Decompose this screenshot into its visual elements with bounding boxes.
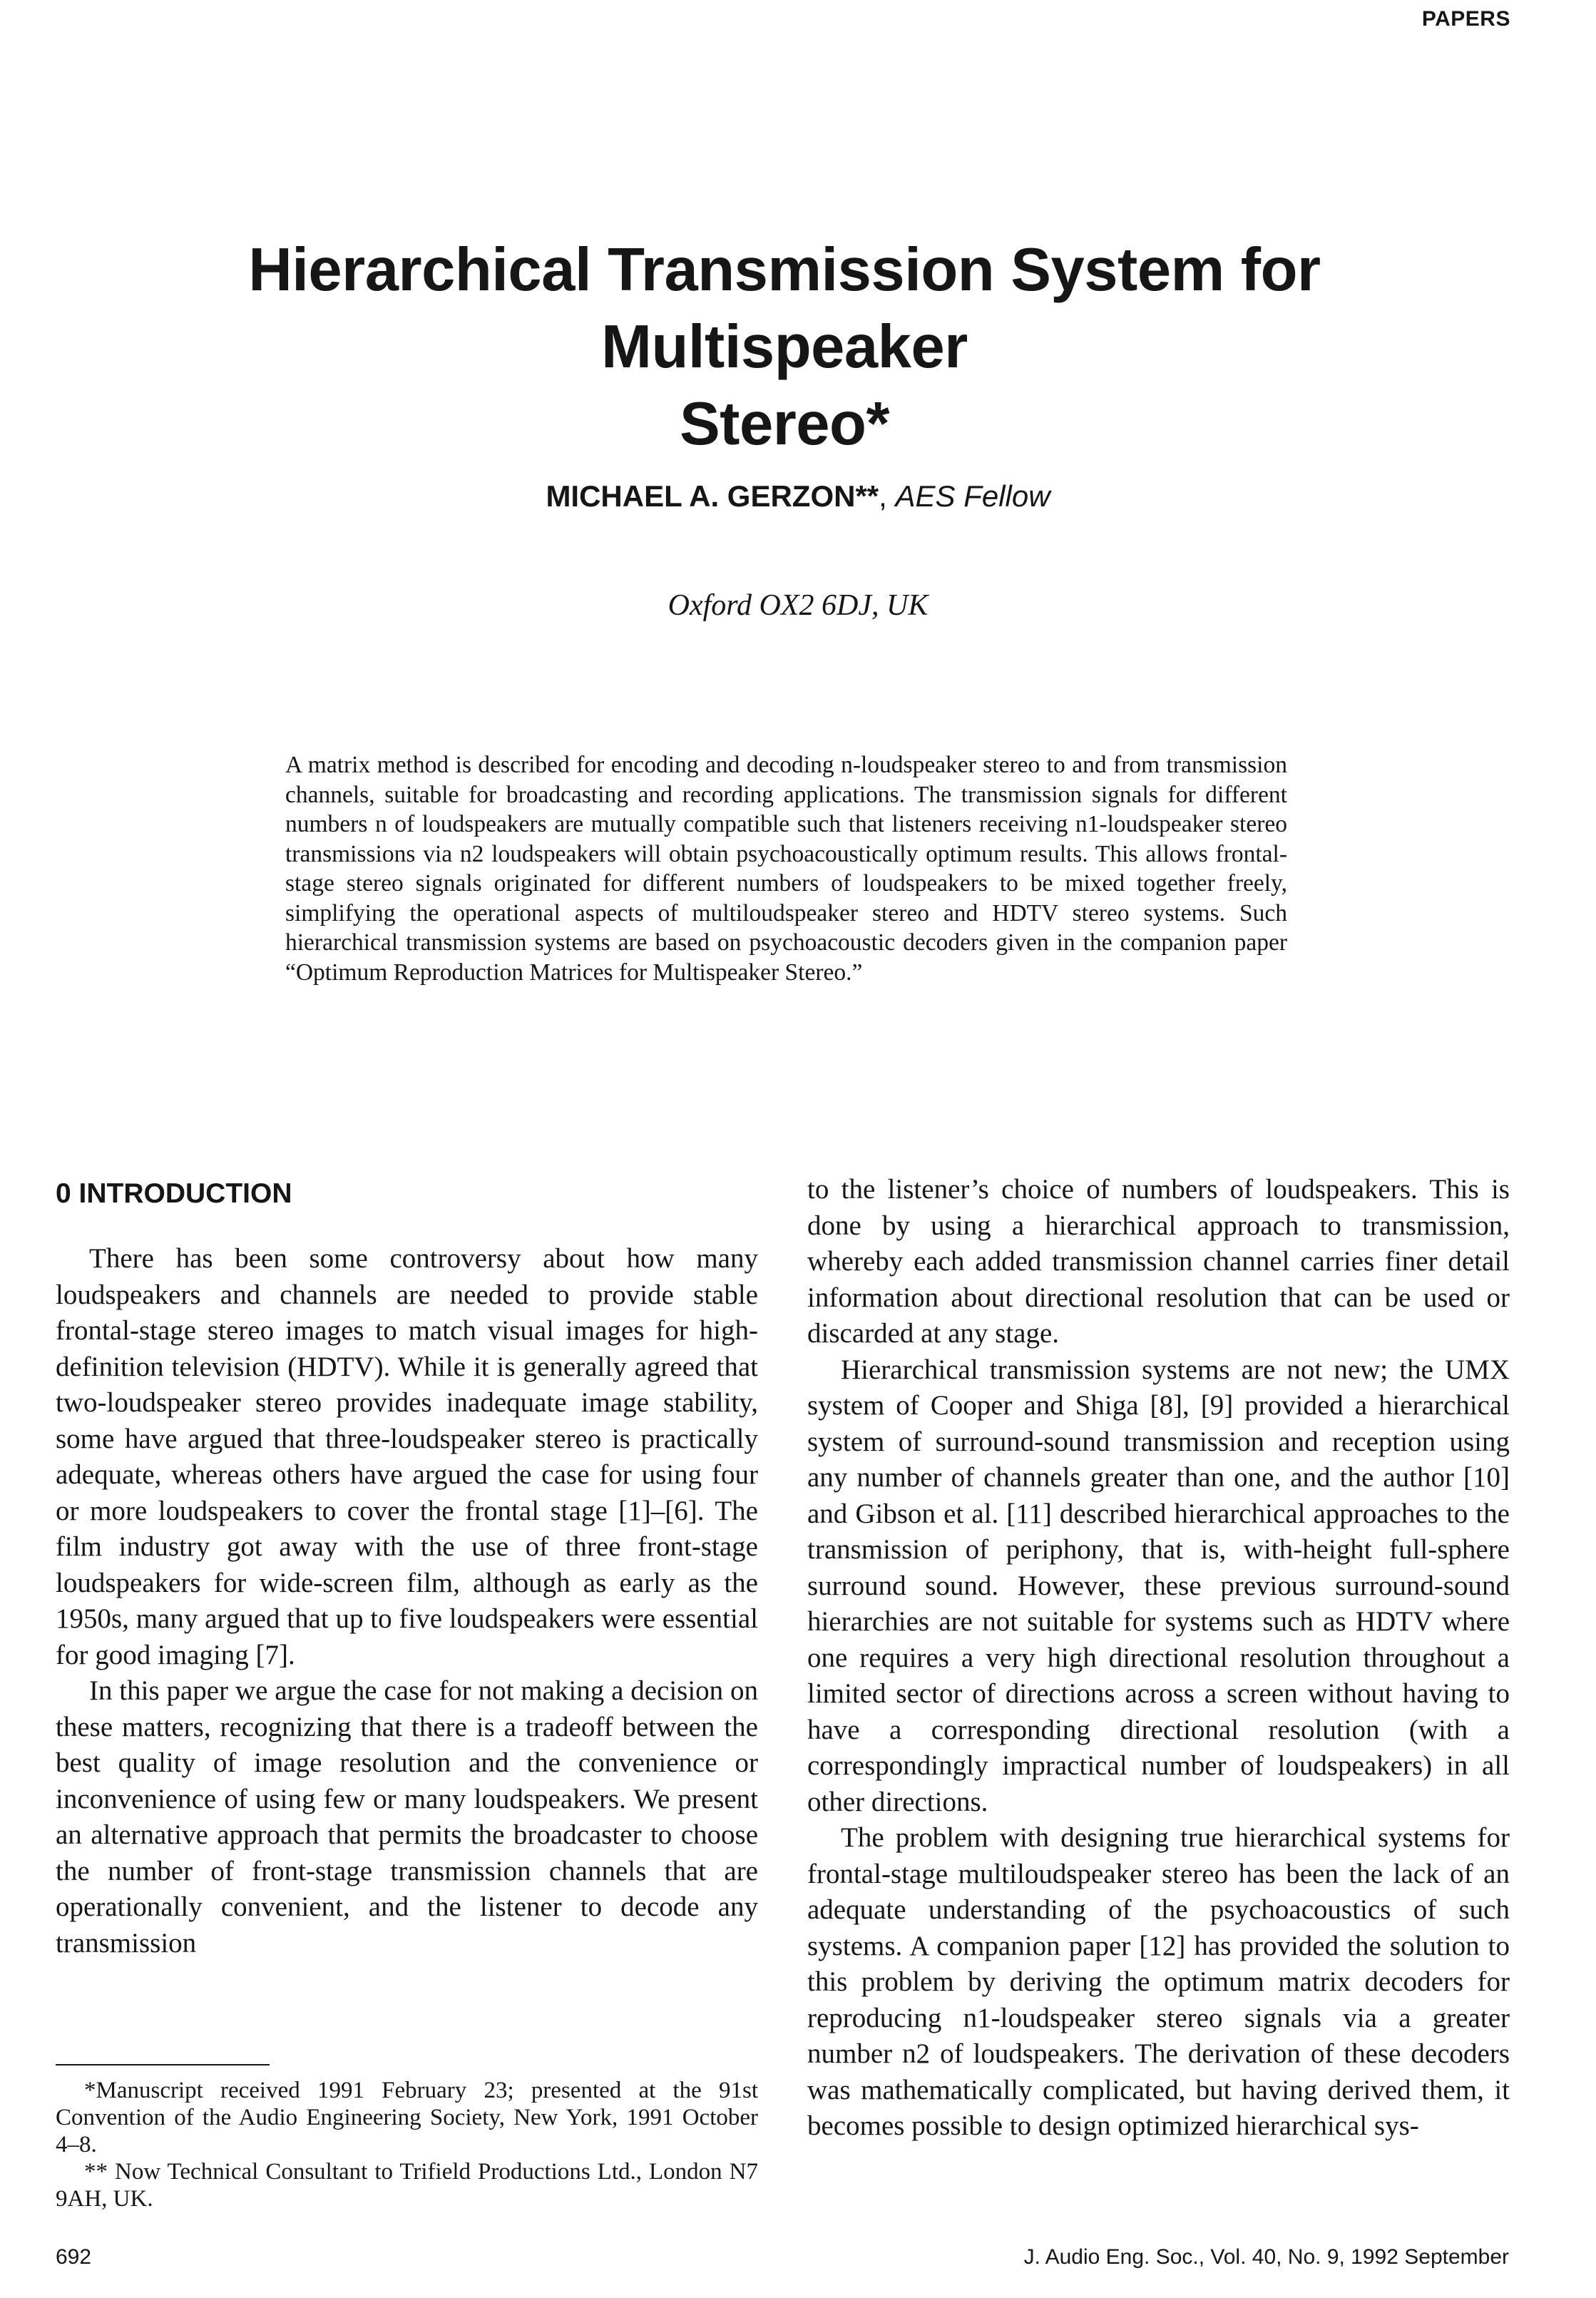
footnotes <box>56 2077 758 2212</box>
footnote: *Manuscript received 1991 February 23; presented at the 91st Convention of the Audio Engineering Society, New York, 1991 October 4–8. <box>56 2078 758 2157</box>
body-paragraph: In this paper we argue the case for not making a decision on these matters, recognizing that there is a tradeoff between the best quality of image resolution and the convenience or inconvenience of using few or many loudspeakers. We present an alternative approach that permits the broadcaster to choose the number of front-stage transmission channels that are operationally convenient, and the listener to decode any transmission <box>56 1675 758 1959</box>
affiliation: Oxford OX2 6DJ, UK <box>667 589 929 622</box>
page-number: 692 <box>56 2245 92 2269</box>
abstract: A matrix method is described for encoding and decoding n-loudspeaker stereo to and from transmission channels, suitable for broadcasting and recording applications. The transmission signals for different numbers n of loudspeakers are mutually compatible such that listeners receiving n1-loudspeaker stereo transmissions via n2 loudspeakers will obtain psychoacoustically optimum results. This allows frontal-stage stereo signals originated for different numbers of loudspeakers to be mixed together freely, simplifying the operational aspects of multiloudspeaker stereo and HDTV stereo systems. Such hierarchical transmission systems are based on psychoacoustic decoders given in the companion paper “Optimum Reproduction Matrices for Multispeaker Stereo.” <box>285 752 1287 986</box>
paper-title-line-1: Hierarchical Transmission System for Multispeaker <box>248 236 1321 381</box>
section-heading: 0 INTRODUCTION <box>56 1178 292 1209</box>
footnote: ** Now Technical Consultant to Trifield Productions Ltd., London N7 9AH, UK. <box>56 2159 758 2212</box>
author-separator: , <box>879 479 896 513</box>
author-line <box>0 479 1596 514</box>
journal-citation: J. Audio Eng. Soc., Vol. 40, No. 9, 1992 September <box>1023 2245 1509 2269</box>
left-column <box>56 1177 758 1961</box>
body-paragraph: The problem with designing true hierarchical systems for frontal-stage multiloudspeaker stereo has been the lack of an adequate understanding of the psychoacoustics of such systems. A companion paper [12] has provided the solution to this problem by deriving the optimum matrix decoders for reproducing n1-loudspeaker stereo signals via a greater number n2 of loudspeakers. The derivation of these decoders was mathematically complicated, but having derived them, it becomes possible to design optimized hierarchical sys- <box>807 1822 1510 2141</box>
right-column <box>807 1172 1510 2145</box>
paper-title <box>107 232 1462 463</box>
section-label: PAPERS <box>1421 7 1510 31</box>
body-paragraph: There has been some controversy about how many loudspeakers and channels are needed to provide stable frontal-stage stereo images to match visual images for high-definition television (HDTV). While it is generally agreed that two-loudspeaker stereo provides inadequate image stability, some have argued that three-loudspeaker stereo is practically adequate, whereas others have argued the case for using four or more loudspeakers to cover the frontal stage [1]–[6]. The film industry got away with the use of three front-stage loudspeakers for wide-screen film, although as early as the 1950s, many argued that up to five loudspeakers were essential for good imaging [7]. <box>56 1243 758 1670</box>
body-paragraph: Hierarchical transmission systems are not new; the UMX system of Cooper and Shiga [8], [9] provided a hierarchical system of surround-sound transmission and reception using any number of channels greater than one, and the author [10] and Gibson et al. [11] described hierarchical approaches to the transmission of periphony, that is, with-height full-sphere surround sound. However, these previous surround-sound hierarchies are not suitable for systems such as HDTV where one requires a very high directional resolution throughout a limited sector of directions across a screen without having to have a corresponding directional resolution (with a correspondingly impractical number of loudspeakers) in all other directions. <box>807 1354 1510 1817</box>
author-role: AES Fellow <box>895 479 1050 513</box>
body-paragraph: to the listener’s choice of numbers of loudspeakers. This is done by using a hierarchical approach to transmission, whereby each added transmission channel carries finer detail information about directional resolution that can be used or discarded at any stage. <box>807 1174 1510 1349</box>
paper-title-line-2: Stereo* <box>679 390 890 458</box>
author-name: MICHAEL A. GERZON** <box>546 479 879 513</box>
footnote-divider <box>56 2064 270 2065</box>
